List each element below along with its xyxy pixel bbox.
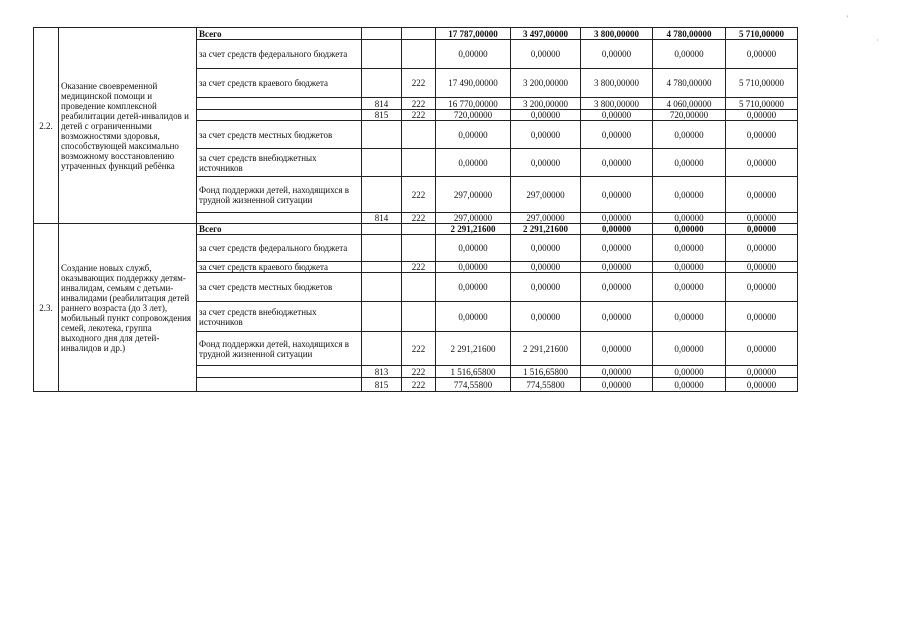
amount-cell: 0,00000 bbox=[726, 235, 798, 262]
amount-cell: 4 780,00000 bbox=[653, 28, 726, 40]
funding-source-cell: Фонд поддержки детей, находящихся в трудной жизненной ситуации bbox=[197, 332, 362, 366]
code-cell: 815 bbox=[362, 378, 402, 392]
amount-cell: 4 060,00000 bbox=[653, 98, 726, 110]
code-cell bbox=[402, 273, 436, 302]
amount-cell: 297,00000 bbox=[511, 177, 581, 213]
code-cell bbox=[402, 28, 436, 40]
funding-source-cell: за счет средств краевого бюджета bbox=[197, 262, 362, 273]
section-index: 2.3. bbox=[34, 224, 59, 392]
funding-source-cell: Всего bbox=[197, 224, 362, 235]
table-row bbox=[34, 224, 798, 235]
code-cell: 222 bbox=[402, 378, 436, 392]
code-cell: 815 bbox=[362, 110, 402, 121]
code-cell: 222 bbox=[402, 69, 436, 98]
amount-cell: 0,00000 bbox=[653, 224, 726, 235]
code-cell: 814 bbox=[362, 98, 402, 110]
code-cell: 222 bbox=[402, 213, 436, 224]
amount-cell: 3 200,00000 bbox=[511, 69, 581, 98]
amount-cell: 0,00000 bbox=[436, 262, 511, 273]
code-cell bbox=[362, 177, 402, 213]
amount-cell: 297,00000 bbox=[436, 213, 511, 224]
amount-cell: 3 800,00000 bbox=[581, 69, 653, 98]
code-cell bbox=[362, 235, 402, 262]
funding-source-cell bbox=[197, 213, 362, 224]
code-cell: 222 bbox=[402, 110, 436, 121]
amount-cell: 0,00000 bbox=[726, 224, 798, 235]
section-index: 2.2. bbox=[34, 28, 59, 224]
amount-cell: 0,00000 bbox=[726, 262, 798, 273]
amount-cell: 0,00000 bbox=[581, 235, 653, 262]
table-row bbox=[34, 28, 798, 40]
amount-cell: 16 770,00000 bbox=[436, 98, 511, 110]
section-name: Оказание своевременной медицинской помощи и проведение комплексной реабилитации детей-инвалидов и детей с ограниченными возможностями здоровья, способствующей максимально возможному восстановлению утраченных функций ребёнка bbox=[59, 28, 197, 224]
amount-cell: 720,00000 bbox=[653, 110, 726, 121]
funding-source-cell: за счет средств федерального бюджета bbox=[197, 235, 362, 262]
code-cell bbox=[402, 224, 436, 235]
amount-cell: 0,00000 bbox=[653, 40, 726, 69]
funding-source-cell: за счет средств федерального бюджета bbox=[197, 40, 362, 69]
table-body bbox=[34, 28, 798, 392]
amount-cell: 0,00000 bbox=[581, 40, 653, 69]
code-cell: 222 bbox=[402, 332, 436, 366]
amount-cell: 0,00000 bbox=[511, 149, 581, 177]
amount-cell: 0,00000 bbox=[726, 149, 798, 177]
funding-source-cell: Всего bbox=[197, 28, 362, 40]
code-cell bbox=[362, 121, 402, 149]
code-cell bbox=[362, 149, 402, 177]
amount-cell: 0,00000 bbox=[653, 121, 726, 149]
amount-cell: 0,00000 bbox=[436, 149, 511, 177]
code-cell: 222 bbox=[402, 366, 436, 378]
code-cell: 222 bbox=[402, 98, 436, 110]
amount-cell: 0,00000 bbox=[581, 213, 653, 224]
code-cell bbox=[362, 332, 402, 366]
code-cell bbox=[402, 40, 436, 69]
amount-cell: 0,00000 bbox=[726, 332, 798, 366]
amount-cell: 0,00000 bbox=[726, 366, 798, 378]
amount-cell: 0,00000 bbox=[726, 177, 798, 213]
code-cell bbox=[362, 40, 402, 69]
amount-cell: 0,00000 bbox=[581, 110, 653, 121]
amount-cell: 0,00000 bbox=[653, 273, 726, 302]
margin-mark: ' bbox=[847, 14, 849, 23]
amount-cell: 0,00000 bbox=[511, 273, 581, 302]
amount-cell: 3 800,00000 bbox=[581, 28, 653, 40]
amount-cell: 2 291,21600 bbox=[436, 332, 511, 366]
amount-cell: 0,00000 bbox=[726, 40, 798, 69]
amount-cell: 3 497,00000 bbox=[511, 28, 581, 40]
amount-cell: 0,00000 bbox=[653, 302, 726, 332]
code-cell: 222 bbox=[402, 262, 436, 273]
funding-source-cell bbox=[197, 110, 362, 121]
amount-cell: 0,00000 bbox=[581, 273, 653, 302]
amount-cell: 0,00000 bbox=[436, 302, 511, 332]
amount-cell: 0,00000 bbox=[726, 213, 798, 224]
funding-source-cell: за счет средств внебюджетных источников bbox=[197, 149, 362, 177]
amount-cell: 4 780,00000 bbox=[653, 69, 726, 98]
funding-source-cell bbox=[197, 366, 362, 378]
amount-cell: 0,00000 bbox=[726, 302, 798, 332]
amount-cell: 0,00000 bbox=[653, 235, 726, 262]
amount-cell: 3 800,00000 bbox=[581, 98, 653, 110]
amount-cell: 2 291,21600 bbox=[511, 332, 581, 366]
amount-cell: 0,00000 bbox=[726, 378, 798, 392]
amount-cell: 0,00000 bbox=[436, 235, 511, 262]
code-cell bbox=[402, 121, 436, 149]
amount-cell: 0,00000 bbox=[653, 177, 726, 213]
code-cell bbox=[362, 28, 402, 40]
amount-cell: 720,00000 bbox=[436, 110, 511, 121]
code-cell bbox=[402, 235, 436, 262]
amount-cell: 2 291,21600 bbox=[511, 224, 581, 235]
amount-cell: 0,00000 bbox=[653, 378, 726, 392]
amount-cell: 0,00000 bbox=[581, 378, 653, 392]
amount-cell: 0,00000 bbox=[581, 224, 653, 235]
amount-cell: 0,00000 bbox=[653, 262, 726, 273]
amount-cell: 0,00000 bbox=[511, 110, 581, 121]
amount-cell: 0,00000 bbox=[581, 262, 653, 273]
funding-source-cell: за счет средств местных бюджетов bbox=[197, 273, 362, 302]
code-cell bbox=[362, 262, 402, 273]
code-cell bbox=[362, 224, 402, 235]
amount-cell: 5 710,00000 bbox=[726, 28, 798, 40]
budget-table bbox=[33, 27, 798, 392]
amount-cell: 0,00000 bbox=[653, 149, 726, 177]
amount-cell: 0,00000 bbox=[436, 40, 511, 69]
code-cell: 222 bbox=[402, 177, 436, 213]
amount-cell: 0,00000 bbox=[581, 302, 653, 332]
funding-source-cell: за счет средств внебюджетных источников bbox=[197, 302, 362, 332]
amount-cell: 0,00000 bbox=[436, 273, 511, 302]
funding-source-cell: Фонд поддержки детей, находящихся в трудной жизненной ситуации bbox=[197, 177, 362, 213]
code-cell bbox=[402, 302, 436, 332]
amount-cell: 0,00000 bbox=[511, 121, 581, 149]
amount-cell: 0,00000 bbox=[653, 332, 726, 366]
amount-cell: 1 516,65800 bbox=[436, 366, 511, 378]
funding-source-cell bbox=[197, 98, 362, 110]
amount-cell: 0,00000 bbox=[581, 121, 653, 149]
amount-cell: 3 200,00000 bbox=[511, 98, 581, 110]
amount-cell: 297,00000 bbox=[436, 177, 511, 213]
code-cell bbox=[362, 69, 402, 98]
code-cell bbox=[402, 149, 436, 177]
amount-cell: 0,00000 bbox=[511, 235, 581, 262]
amount-cell: 17 490,00000 bbox=[436, 69, 511, 98]
amount-cell: 0,00000 bbox=[511, 302, 581, 332]
amount-cell: 774,55800 bbox=[436, 378, 511, 392]
amount-cell: 0,00000 bbox=[726, 273, 798, 302]
amount-cell: 0,00000 bbox=[726, 110, 798, 121]
funding-source-cell: за счет средств местных бюджетов bbox=[197, 121, 362, 149]
amount-cell: 5 710,00000 bbox=[726, 69, 798, 98]
code-cell: 814 bbox=[362, 213, 402, 224]
funding-source-cell: за счет средств краевого бюджета bbox=[197, 69, 362, 98]
amount-cell: 0,00000 bbox=[726, 121, 798, 149]
code-cell bbox=[362, 302, 402, 332]
code-cell: 813 bbox=[362, 366, 402, 378]
amount-cell: 2 291,21600 bbox=[436, 224, 511, 235]
amount-cell: 297,00000 bbox=[511, 213, 581, 224]
funding-source-cell bbox=[197, 378, 362, 392]
code-cell bbox=[362, 273, 402, 302]
amount-cell: 0,00000 bbox=[581, 332, 653, 366]
amount-cell: 0,00000 bbox=[581, 177, 653, 213]
section-name: Создание новых служб, оказывающих поддержку детям-инвалидам, семьям с детьми-инвалидами (реабилитация детей раннего возраста (до 3 лет), мобильный пункт сопровождения семей, лекотека, группа выходного дня для детей-инвалидов и др.) bbox=[59, 224, 197, 392]
amount-cell: 0,00000 bbox=[436, 121, 511, 149]
margin-mark: · bbox=[876, 36, 879, 45]
amount-cell: 17 787,00000 bbox=[436, 28, 511, 40]
amount-cell: 0,00000 bbox=[653, 366, 726, 378]
amount-cell: 0,00000 bbox=[581, 366, 653, 378]
amount-cell: 774,55800 bbox=[511, 378, 581, 392]
amount-cell: 5 710,00000 bbox=[726, 98, 798, 110]
amount-cell: 0,00000 bbox=[581, 149, 653, 177]
amount-cell: 1 516,65800 bbox=[511, 366, 581, 378]
amount-cell: 0,00000 bbox=[653, 213, 726, 224]
amount-cell: 0,00000 bbox=[511, 262, 581, 273]
amount-cell: 0,00000 bbox=[511, 40, 581, 69]
